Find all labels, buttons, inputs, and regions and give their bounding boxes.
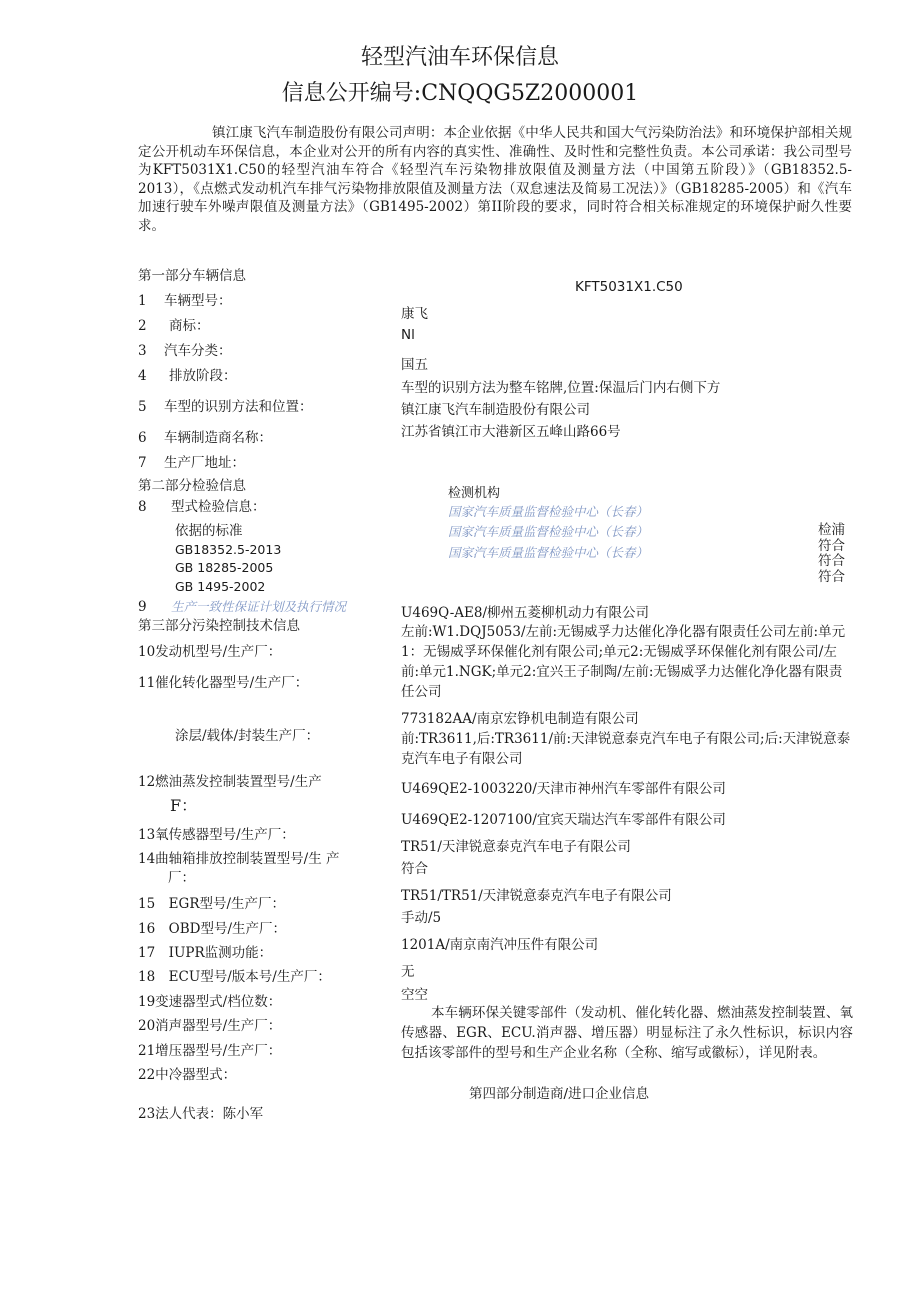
label-legal-rep: 23法人代表：陈小军 xyxy=(138,1106,264,1122)
label-obd: 16 OBD型号/生产厂： xyxy=(138,921,287,937)
oxygen-sensor-value: 前:TR3611,后:TR3611/前:天津锐意泰克汽车电子有限公司;后:天津锐意泰克汽车电子有限公司 xyxy=(401,731,851,767)
part2-heading: 第二部分检验信息 xyxy=(138,478,246,494)
label-muffler: 20消声器型号/生产厂： xyxy=(138,1018,282,1034)
agency-header: 检测机构 xyxy=(448,486,501,501)
row-vehicle-model xyxy=(138,289,232,309)
row-number: 5 xyxy=(138,399,147,415)
label-coating: 涂层/载体/封装生产厂： xyxy=(175,728,320,744)
company-statement: 镇江康飞汽车制造股份有限公司声明：本企业依据《中华人民共和国大气污染防治法》和环境保护部相关规定公开机动车环保信息，本企业对公开的所有内容的真实性、准确性、及时性和完整性负责。本公司承诺：我公司型号为KFT5031X1.C50的轻型汽油车符合《轻型汽车污染物排放限值及测量方法（中国第五阶段）》（GB18352.5-2013），《点燃式发动机汽车排气污染物排放限值及测量方法（双怠速法及简易工况法）》（GB18285-2005）和《汽车加速行驶车外噪声限值及测量方法》（GB1495-2002）第II阶段的要求，同时符合相关标准规定的环境保护耐久性要求。 xyxy=(138,125,852,234)
manufacturer-value: 镇江康飞汽车制造股份有限公司 xyxy=(401,402,590,418)
row-manufacturer xyxy=(138,426,272,446)
label-evap: 12燃油蒸发控制装置型号/生产 xyxy=(138,774,322,790)
agency-item: 国家汽车质量监督检验中心（长春） xyxy=(448,504,649,519)
conclusion-item: 符合 xyxy=(818,553,845,569)
row-number: 8 xyxy=(138,499,147,515)
row-label: 排放阶段： xyxy=(169,368,237,384)
row-label: 型式检验信息： xyxy=(171,499,266,515)
row-emission-stage xyxy=(138,364,237,384)
row-label: 车型的识别方法和位置： xyxy=(164,399,313,415)
muffler-value: 1201A/南京南汽冲压件有限公司 xyxy=(401,937,599,953)
conclusion-item: 符合 xyxy=(818,568,845,585)
catalyst-value: 左前:W1.DQJ5053/左前:无锡威孚力达催化净化器有限责任公司左前:单元1：无锡威孚环保催化剂有限公司;单元2:无锡威孚环保催化剂有限公司/左前:单元1.NGK;单元2:宜兴王子制陶/左前:无锡威孚力达催化净化器有限责任公司 xyxy=(401,624,846,700)
conformity-link[interactable]: 生产一致性保证计划及执行情况 xyxy=(171,599,347,614)
standard-item: GB 18285-2005 xyxy=(175,560,274,575)
row-number: 4 xyxy=(138,368,147,384)
crankcase-value: U469QE2-1003220/天津市神州汽车零部件有限公司 xyxy=(401,781,726,797)
part1-heading: 第一部分车辆信息 xyxy=(138,268,246,284)
row-type-inspection xyxy=(138,495,266,515)
transmission-value: 手动/5 xyxy=(401,910,442,926)
standard-item: GB 1495-2002 xyxy=(175,579,266,594)
label-ecu: 18 ECU型号/版本号/生产厂： xyxy=(138,969,331,985)
emission-stage-value: 国五 xyxy=(401,357,428,373)
intercooler-value: 空空 xyxy=(401,987,428,1003)
row-number: 2 xyxy=(138,318,147,334)
evap-model-value: 773182AA/南京宏铮机电制造有限公司 xyxy=(401,711,639,727)
row-number: 1 xyxy=(138,293,147,309)
part4-heading: 第四部分制造商/进口企业信息 xyxy=(469,1086,650,1102)
row-vehicle-category xyxy=(138,339,232,359)
label-transmission: 19变速器型式/档位数： xyxy=(138,994,282,1010)
conclusion-header: 检浦 xyxy=(818,522,845,538)
factory-address-value: 江苏省镇江市大港新区五峰山路66号 xyxy=(401,424,621,440)
obd-value: TR51/天津锐意泰克汽车电子有限公司 xyxy=(401,839,631,855)
row-label: 车辆制造商名称： xyxy=(164,430,272,446)
row-number: 7 xyxy=(138,455,147,471)
row-factory-address xyxy=(138,451,245,471)
key-parts-note: 本车辆环保关键零部件（发动机、催化转化器、燃油蒸发控制装置、氧传感器、EGR、ECU.消声器、增压器）明显标注了永久性标识，标识内容包括该零部件的型号和生产企业名称（全称、缩写或徽标），详见附表。 xyxy=(401,1005,853,1061)
turbo-value: 无 xyxy=(401,964,415,980)
identification-value: 车型的识别方法为整车铭牌,位置:保温后门内右侧下方 xyxy=(401,380,721,396)
label-catalyst: 11催化转化器型号/生产厂： xyxy=(138,675,309,691)
row-identification xyxy=(138,395,313,415)
label-engine: 10发动机型号/生产厂： xyxy=(138,644,282,660)
agency-item: 国家汽车质量监督检验中心（长春） xyxy=(448,524,649,539)
conclusion-column xyxy=(818,523,845,585)
label-crankcase: 14曲轴箱排放控制装置型号/生 产 xyxy=(138,851,340,867)
trademark-value: 康飞 xyxy=(401,306,428,322)
label-crankcase-cont: 厂： xyxy=(168,870,195,886)
engine-value: U469Q-AE8/柳州五菱柳机动力有限公司 xyxy=(401,605,650,621)
standards-header: 依据的标准 xyxy=(175,523,243,539)
part3-heading: 第三部分污染控制技术信息 xyxy=(138,618,300,634)
disclosure-number: 信息公开编号:CNQQG5Z2000001 xyxy=(281,81,639,106)
vehicle-category-value: Nl xyxy=(401,327,415,343)
agency-item: 国家汽车质量监督检验中心（长春） xyxy=(448,545,649,560)
row-label: 商标： xyxy=(169,318,210,334)
row-label: 汽车分类： xyxy=(164,343,232,359)
label-egr: 15 EGR型号/生产厂： xyxy=(138,896,286,912)
label-intercooler: 22中冷器型式： xyxy=(138,1067,237,1083)
label-iupr: 17 IUPR监测功能： xyxy=(138,945,273,961)
label-turbo: 21增压器型号/生产厂： xyxy=(138,1043,282,1059)
row-label: 生产厂地址： xyxy=(164,455,245,471)
ecu-value: TR51/TR51/天津锐意泰克汽车电子有限公司 xyxy=(401,888,672,904)
label-oxygen-sensor: 13氧传感器型号/生产厂： xyxy=(138,827,295,843)
iupr-value: 符合 xyxy=(401,861,428,877)
row-number: 6 xyxy=(138,430,147,446)
row-trademark xyxy=(138,314,210,334)
row-conformity xyxy=(138,597,346,615)
conclusion-item: 符合 xyxy=(818,537,845,554)
row-label: 车辆型号： xyxy=(164,293,232,309)
row-number: 3 xyxy=(138,343,147,359)
standard-item: GB18352.5-2013 xyxy=(175,542,282,557)
egr-value: U469QE2-1207100/宜宾天瑞达汽车零部件有限公司 xyxy=(401,812,726,828)
doc-title: 轻型汽油车环保信息 xyxy=(360,45,559,70)
row-number: 9 xyxy=(138,599,147,615)
label-evap-cont: F： xyxy=(170,796,198,815)
vehicle-model-value: KFT5031X1.C50 xyxy=(575,279,683,295)
